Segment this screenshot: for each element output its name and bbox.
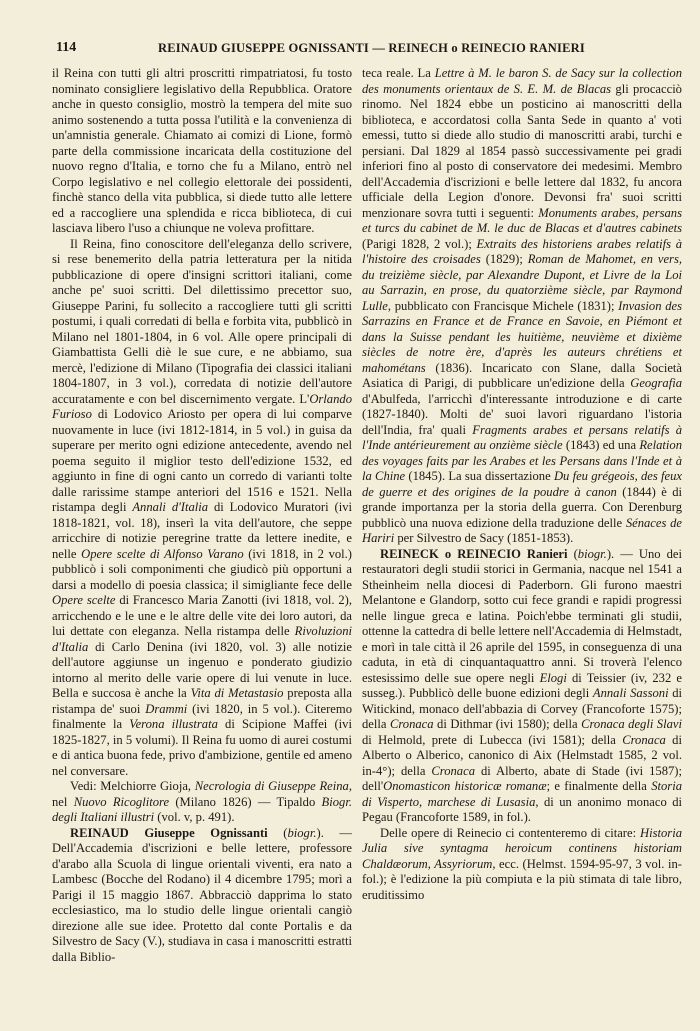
right-column xyxy=(362,66,682,903)
running-title: REINAUD GIUSEPPE OGNISSANTI — REINECH o REINECIO RANIERI xyxy=(158,41,585,55)
entry-heading: REINAUD Giuseppe Ognissanti xyxy=(70,825,268,840)
book-title: Historia Julia sive syntagma heroicum continens historiam Chaldæorum, Assyriorum xyxy=(362,825,682,871)
book-title: Sénaces de Hariri xyxy=(362,515,682,545)
book-title: Cronaca xyxy=(622,732,666,747)
book-title: Extraits des historiens arabes relatifs à l'histoire des croisades xyxy=(362,236,682,266)
book-title: Biogr. degli Italiani illustri xyxy=(52,794,352,824)
book-title: Annali Sassoni xyxy=(592,686,669,700)
book-title: Opere scelte xyxy=(52,593,116,607)
book-title: Monuments arabes, persans et turcs du cabinet de M. le duc de Blacas et d'autres cabinets xyxy=(362,205,682,235)
paragraph: il Reina con tutti gli altri proscritti rimpatriatosi, fu tosto nominato consigliere legislativo della Repubblica. Oratore anche in questo consiglio, mostrò la tempera del mite suo animo sostenendo a tutta possa l'utilità e la convenienza di un'amnistia generale. Chiamato ai comizi di Lione, formò parte della commissione incaricata della costituzione del nuovo regno d'Italia, e torno che fu a Milano, entrò nel Corpo legislativo e nel collegio elettorale dei possidenti, finchè stanco della vita pubblica, si diede tutto alle lettere ed a raccogliere una splendida e ricca biblioteca, di cui lasciava libero l'uso a chiunque ne voleva profittare. xyxy=(52,66,352,235)
book-title: Cronaca xyxy=(431,763,475,778)
book-title: Roman de Mahomet, en vers, du treizième siècle, par Alexandre Dupont, et Livre de la Loi au Sarrazin, en prose, du quatorzième siècle, par Raymond Lulle xyxy=(362,252,682,313)
entry-heading: REINECK o REINECIO Ranieri xyxy=(380,546,568,561)
page-number: 114 xyxy=(56,40,77,55)
book-title: Elogi xyxy=(539,670,567,685)
book-title: Necrologia di Giuseppe Reina xyxy=(194,779,349,793)
book-title: Cronaca xyxy=(389,717,434,731)
book-title: Opere scelte di Alfonso Varano xyxy=(81,546,244,561)
book-title: Onomasticon historicæ romanæ xyxy=(383,779,547,793)
book-title: Invasion des Sarrazins en France et de France en Savoie, en Piémont et dans la Suisse pendant les huitième, neuvième et dixième siècles de notre ère, d'après les auteurs chrétiens et mahométans xyxy=(362,298,682,375)
book-title: Cronaca degli Slavi xyxy=(581,717,682,731)
page-header xyxy=(56,40,682,60)
book-title: Annali d'Italia xyxy=(132,500,209,514)
book-title: Verona illustrata xyxy=(129,717,218,731)
book-title: Du feu grégeois, des feux de guerre et des origines de la poudre à canon xyxy=(362,469,683,499)
references-paragraph: Vedi: Melchiorre Gioja, Necrologia di Giuseppe Reina, nel Nuovo Ricoglitore (Milano 1826) — Tipaldo Biogr. degli Italiani illustri (vol. v, p. 491). xyxy=(52,779,352,824)
paragraph: Delle opere di Reinecio ci contenteremo di citare: Historia Julia sive syntagma heroicum continens historiam Chaldæorum, Assyriorum, ecc. (Helmst. 1594-95-97, 3 vol. in-fol.); è l'edizione la più compiuta e la più stimata di tale libro, eruditissimo xyxy=(362,825,682,902)
book-title: Fragments arabes et persans relatifs à l'Inde antérieurement au onzième siècle xyxy=(362,422,682,452)
book-title: Vita di Metastasio xyxy=(190,686,284,700)
entry-paragraph: REINAUD Giuseppe Ognissanti (biogr.). — Dell'Accademia d'iscrizioni e belle lettere, professore d'arabo alla Scuola di lingue orientali viventi, era nato a Lambesc (Bocche del Rodano) il 4 dicembre 1795; morì a Parigi il 15 maggio 1867. Abbracciò dapprima lo stato ecclesiastico, ma lo studio delle lingue orientali cangiò direzione alle sue idee. Protetto dal conte Portalis e da Silvestro de Sacy (V.), studiava in casa i manoscritti estratti dalla Biblio- xyxy=(52,825,352,964)
paragraph: teca reale. La Lettre à M. le baron S. de Sacy sur la collection des monuments orientaux de S. E. M. de Blacas gli procacciò rinomo. Nel 1824 ebbe un posticino ai manoscritti della biblioteca, e accordatosi colla Santa Sede in quanto a' voti emessi, tutto si diede allo studio di manoscritti arabi, turchi e persiani. Dal 1829 al 1854 passò successivamente pei gradi inferiori fino al posto di conservatore dei medesimi. Membro dell'Accademia d'iscrizioni e belle lettere dal 1832, fu ancora ufficiale della Legion d'onore. Devonsi fra' suoi scritti menzionare sovra tutti i seguenti: Monuments arabes, persans et turcs du cabinet de M. le duc de Blacas et d'autres cabinets (Parigi 1828, 2 vol.); Extraits des historiens arabes relatifs à l'histoire des croisades (1829); Roman de Mahomet, en vers, du treizième siècle, par Alexandre Dupont, et Livre de la Loi au Sarrazin, en prose, du quatorzième siècle, par Raymond Lulle, pubblicato con Francisque Michele (1831); Invasion des Sarrazins en France et de France en Savoie, en Piémont et dans la Suisse pendant les huitième, neuvième et dixième siècles de notre ère, d'après les auteurs chrétiens et mahométans (1836). Incaricato con Slane, dalla Società Asiatica di Parigi, di pubblicare un'edizione della Geografia d'Abulfeda, l'arricchì d'interessante introduzione e di carte (1827-1840). Molti de' suoi lavori riguardano l'istoria dell'India, fra' quali Fragments arabes et persans relatifs à l'Inde antérieurement au onzième siècle (1843) ed una Relation des voyages faits par les Arabes et les Persans dans l'Inde et à la Chine (1845). La sua dissertazione Du feu grégeois, des feux de guerre et des origines de la poudre à canon (1844) è di grande importanza per la storia della guerra. Con Derenburg pubblicò una nuova edizione della traduzione delle Sénaces de Hariri per Silvestro de Sacy (1851-1853). xyxy=(362,66,683,545)
book-title: Storia di Visperto, marchese di Lusasia xyxy=(362,779,682,809)
entry-paragraph: REINECK o REINECIO Ranieri (biogr.). — Uno dei restauratori degli studii storici in Germania, nacque nel 1541 a Stheinheim nella diocesi di Paderborn. Gli furono maestri Melantone e Glandorp, sotto cui fece grandi e rapidi progressi nelle lingue greca e latina. Poich'ebbe terminati gli studii, ottenne la cattedra di belle lettere nell'Accademia di Helmstadt, e morì in tale città il 26 aprile del 1595, in conseguenza di una caduta, in età di cinquantaquattro anni. Si troverà l'elenco estesissimo delle sue opere negli Elogi di Teissier (iv, 232 e susseg.). Pubblicò delle buone edizioni degli Annali Sassoni di Witickind, monaco dell'abbazia di Corvey (Francoforte 1575); della Cronaca di Dithmar (ivi 1580); della Cronaca degli Slavi di Helmold, prete di Lubecca (ivi 1581); della Cronaca di Alberto o Alberico, canonico di Aix (Helmstadt 1585, 2 vol. in-4°); della Cronaca di Alberto, abate di Stade (ivi 1587); dell'Onomasticon historicæ romanæ; e finalmente della Storia di Visperto, marchese di Lusasia, di un anonimo monaco di Pegau (Francoforte 1589, in fol.). xyxy=(362,546,683,824)
book-title: Lettre à M. le baron S. de Sacy sur la collection des monuments orientaux de S. E. M. de Blacas xyxy=(362,66,682,96)
book-title: Geografia xyxy=(630,376,682,390)
book-title: Orlando Furioso xyxy=(52,391,352,421)
book-title: Drammi xyxy=(145,701,188,716)
paragraph: Il Reina, fino conoscitore dell'eleganza dello scrivere, si rese benemerito della patria letteratura per la nitida pubblicazione di opere d'insigni scrittori italiani, come anche pe' suoi scritti. Del dilettissimo precettor suo, Giuseppe Parini, fu sollecito a raccogliere tutti gli scritti postumi, i quali corredati di bella e forbita vita, pubblicò in Milano nel 1801-1804, in 6 vol. Alle opere principali di Giambattista Gelli diè le sue cure, e ne abbiamo, sua mercè, l'edizione di Milano (Tipografia dei classici italiani 1804-1807, in 3 vol.), corredata di notizie dell'autore accuratamente e con bel discernimento vergate. L'Orlando Furioso di Lodovico Ariosto per opera di lui comparve nuovamente in luce (ivi 1812-1814, in 5 vol.) in guisa da superare per merito ogni edizione antecedente, avendo nel poema seguito il miglior testo dell'edizione 1532, ed aggiunto in fine di ogni canto un corredo di varianti tolte dalle rarissime stampe anteriori del 1516 e 1521. Nella ristampa degli Annali d'Italia di Lodovico Muratori (ivi 1818-1821, vol. 18), inserì la vita dell'autore, che seppe arricchire di notizie peregrine tratte da lettere inedite, e nelle Opere scelte di Alfonso Varano (ivi 1818, in 2 vol.) pubblicò i soli componimenti che giudicò più opportuni a darsi a modello di poesia classica; il simigliante fece delle Opere scelte di Francesco Maria Zanotti (ivi 1818, vol. 2), arricchendo e le une e le altre delle vite dei loro autori, da lui dettate con eleganza. Nella ristampa delle Rivoluzioni d'Italia di Carlo Denina (ivi 1820, vol. 3) alle notizie dell'autore aggiunse un ingenuo e ponderato giudizio intorno al merito delle varie opere di lui venute in luce. Bella e succosa è anche la Vita di Metastasio preposta alla ristampa de' suoi Drammi (ivi 1820, in 5 vol.). Citeremo finalmente la Verona illustrata di Scipione Maffei (ivi 1825-1827, in 5 volumi). Il Reina fu uomo di aurei costumi e di antica buona fede, privo d'ambizione, gentile ed ameno nel conversare. xyxy=(52,236,353,778)
book-title: Relation des voyages faits par les Arabes et les Persans dans l'Inde et à la Chine xyxy=(362,438,682,483)
left-column xyxy=(52,66,352,965)
book-title: Nuovo Ricoglitore xyxy=(73,794,170,809)
book-title: Rivoluzioni d'Italia xyxy=(52,624,352,654)
